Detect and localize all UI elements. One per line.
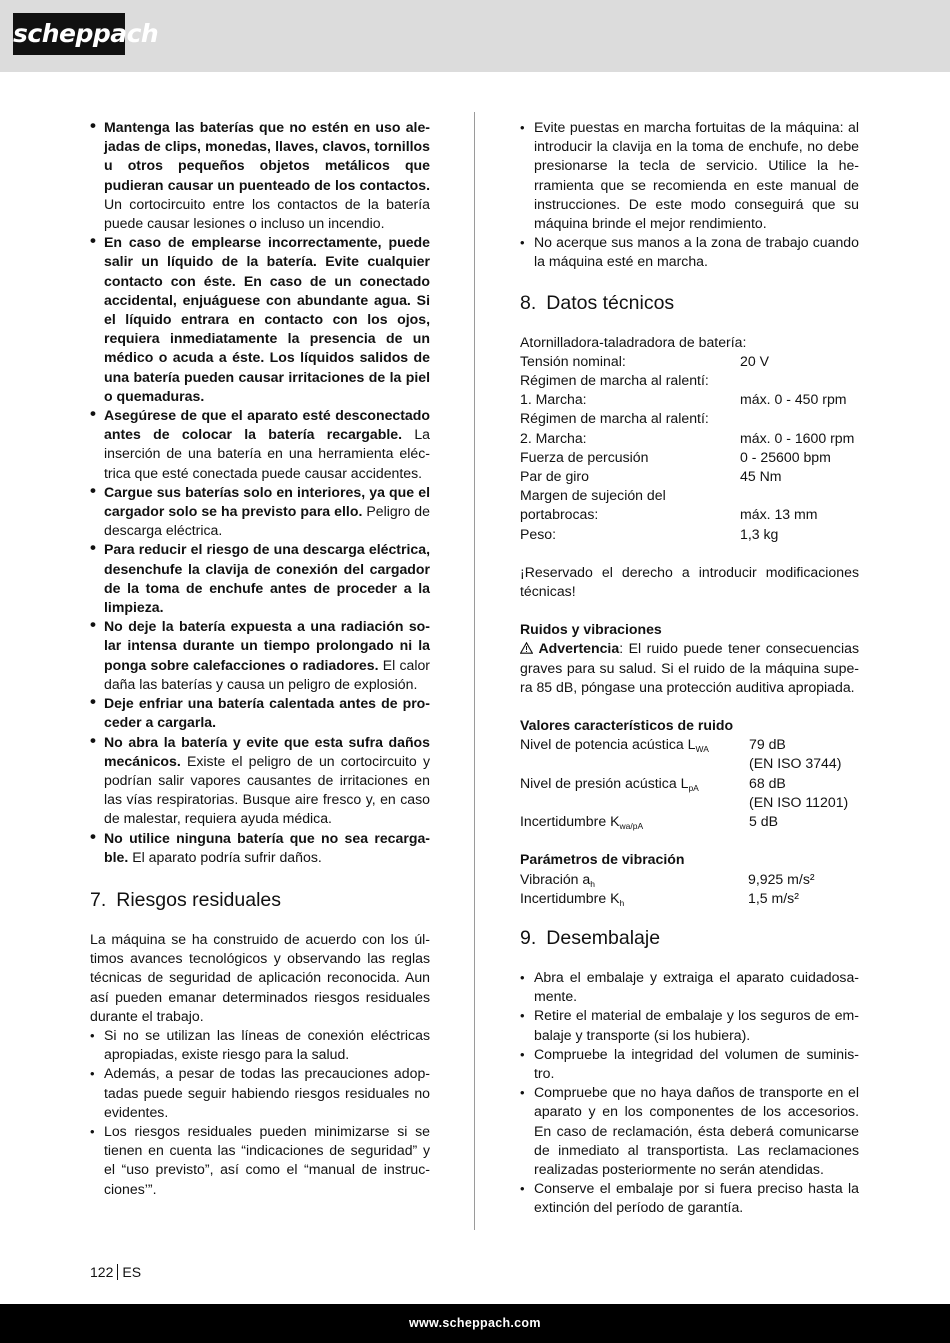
residual-risks-list [90,1026,430,1199]
noise-row [520,735,859,754]
bullet-text: La inserción de una batería en una herramienta eléctrica que esté conectada puede causar accidentes. [104,426,430,481]
noise-label-subscript: wa/pA [619,821,644,832]
noise-heading: Ruidos y vibraciones [520,621,662,638]
noise-label-subscript: WA [695,744,709,755]
section-7-heading [90,888,430,912]
vibration-label-subscript: h [619,897,625,908]
bullet-text: Peligro de descarga eléctrica. [104,503,430,539]
noise-label-text: Nivel de presión acústica L [520,774,689,791]
spec-row [520,525,859,544]
section-9-heading [520,926,859,950]
warning-triangle-icon [520,639,533,658]
vibration-table [520,870,859,908]
spec-value: máx. 0 - 1600 rpm [740,429,855,446]
bullet-bold-text: No deje la batería expuesta a una radiación solar intensa durante un tiempo prolongado ni la ponga sobre calefacciones o radiadores. [104,618,430,673]
safety-bullet [90,540,430,617]
bullet-text: Un cortocircuito entre los contactos de la batería puede causar lesiones o incluso un incendio. [104,195,430,232]
left-column [90,118,430,1199]
page-number [90,1264,141,1280]
noise-label-text: Incertidumbre K [520,813,620,830]
section-7-number: 7. [90,888,107,911]
safety-bullet [90,118,430,233]
vibration-label-text: Incertidumbre K [520,889,620,906]
warning-label: Advertencia [538,640,620,657]
spec-row [520,486,859,505]
noise-label [520,812,749,831]
list-item: • No acerque sus manos a la zona de trabajo cuando la máquina esté en marcha. [520,233,859,271]
bullet-bold-text: No abra la batería y evite que esta sufra daños mecánicos. [104,733,430,769]
page-number-value: 122 [90,1264,114,1280]
spec-value: 20 V [740,352,769,369]
list-item: • Además, a pesar de todas las precauciones adoptadas puede seguir habiendo riesgos residuales no evidentes. [90,1064,430,1122]
noise-standard-row [520,754,859,773]
noise-label [520,774,749,793]
vibration-heading: Parámetros de vibración [520,851,685,868]
spec-value: 45 Nm [740,468,782,485]
noise-value: 79 dB [749,736,786,753]
spec-value: 1,3 kg [740,525,779,542]
bullet-bold-text: Para reducir el riesgo de una descarga eléctrica, desenchufe la clavija de conexión del cargador de la toma de enchufe antes de proceder a la limpieza. [104,541,430,616]
vibration-row [520,889,859,908]
list-item: • Conserve el embalaje por si fuera preciso hasta la extinción del período de garantía. [520,1179,859,1217]
section-8-heading [520,291,859,315]
spec-label: Fuerza de percusión [520,448,649,465]
spec-label: 2. Marcha: [520,429,587,446]
vibration-label [520,889,748,908]
spec-value: máx. 13 mm [740,506,818,523]
warning-text: : El ruido puede tener consecuencias graves para su salud. Si el ruido de la máquina supera 85 dB, póngase una protección auditiva apropiada. [520,640,859,695]
spec-row [520,352,859,371]
noise-label-text: Nivel de potencia acústica L [520,736,696,753]
unpacking-list [520,968,859,1218]
brand-logo: scheppach [13,13,125,55]
noise-value: 5 dB [749,813,778,830]
safety-bullet [90,406,430,483]
section-8-title: Datos técnicos [546,291,675,314]
spec-label: Régimen de marcha al ralentí: [520,372,709,389]
spec-label: portabrocas: [520,506,599,523]
noise-standard: (EN ISO 3744) [749,755,842,772]
vibration-label [520,870,748,889]
spec-row [520,505,859,524]
safety-bullet [90,829,430,867]
list-item: • Evite puestas en marcha fortuitas de la máquina: al introducir la clavija en la toma de enchufe, no debe presionarse la tecla de servicio. Utilice la herramienta que se recomienda en este manual de instrucciones. De este modo conseguirá que su máquina brinde el mejor rendimiento. [520,118,859,233]
noise-standard: (EN ISO 11201) [749,793,849,810]
noise-warning [520,639,859,697]
vibration-row [520,870,859,889]
list-item: • Compruebe que no haya daños de transporte en el aparato y en los componentes de los accesorios. En caso de reclamación, ésta deberá comunicarse de inmediato al transportista. Las reclamaciones realizadas posteriormente no serán atendidas. [520,1083,859,1179]
right-column [520,118,859,1218]
bullet-text: Existe el peligro de un cortocircuito y podrían salir vapores causantes de irritaciones en las vías respiratorias. Busque aire fresco y, en caso de malestar, requiera ayuda médica. [104,752,430,827]
vibration-label-text: Vibración a [520,870,591,887]
spec-value: máx. 0 - 450 rpm [740,391,847,408]
bullet-bold-text: No utilice ninguna batería que no sea recargable. [104,829,430,865]
bullet-text: El aparato podría sufrir daños. [128,848,322,865]
list-item: • Retire el material de embalaje y los seguros de embalaje y transporte (si los hubiera). [520,1006,859,1044]
page-header [0,0,950,72]
spec-label: Par de giro [520,468,589,485]
list-item: • Abra el embalaje y extraiga el aparato cuidadosamente. [520,968,859,1006]
bullet-bold-text: Mantenga las baterías que no estén en uso alejadas de clips, monedas, llaves, clavos, tornillos u otros pequeños objetos metálicos que pudieran causar un puenteado de los contactos. [104,119,430,193]
noise-standard-row [520,793,859,812]
spec-row [520,371,859,390]
page-footer [0,1304,950,1343]
section-7-intro: La máquina se ha construido de acuerdo con los últimos avances tecnológicos y observando las reglas técnicas de seguridad de aplicación reconocida. Aun así pueden emanar determinados riesgos residuales durante el trabajo. [90,930,430,1024]
spec-label: Peso: [520,525,557,542]
vibration-label-subscript: h [590,878,595,889]
bullet-bold-text: Cargue sus baterías solo en interiores, ya que el cargador solo se ha previsto para ello. [104,483,430,520]
spec-row [520,467,859,486]
bullet-bold-text: Deje enfriar una batería calentada antes de proceder a cargarla. [104,695,430,731]
vibration-value: 1,5 m/s² [748,889,799,906]
safety-bullet [90,733,430,829]
spec-value: 0 - 25600 bpm [740,448,831,465]
noise-row [520,812,859,831]
language-code: ES [122,1264,142,1280]
spec-row [520,390,859,409]
product-name: Atornilladora-taladradora de batería: [520,333,747,350]
bullet-bold-text: En caso de emplearse incorrectamente, puede salir un líquido de la batería. Evite cualquier contacto con éste. En caso de un conectado accidental, enjuáguese con abundante agua. Si el líquido entrara en contacto con los ojos, requiera inmediatamente la presencia de un médico o acuda a éste. Los líquidos salidos de una batería pueden causar irritaciones de la piel o quemaduras. [104,234,430,404]
precautions-list [520,118,859,272]
noise-values-table [520,735,859,831]
list-item: • Si no se utilizan las líneas de conexión eléctricas apropiadas, existe riesgo para la salud. [90,1026,430,1064]
noise-label [520,735,749,754]
bullet-text: El calor daña las baterías y causa un peligro de explosión. [104,656,430,692]
specs-table [520,352,859,544]
bullet-bold-text: Asegúrese de que el aparato esté desconectado antes de colocar la batería recargable. [104,407,430,443]
column-divider [474,112,475,1230]
vibration-value: 9,925 m/s² [748,870,815,887]
noise-values-heading: Valores característicos de ruido [520,717,734,734]
safety-bullet [90,483,430,541]
spec-row [520,409,859,428]
noise-row [520,774,859,793]
section-9-number: 9. [520,926,537,949]
spec-label: 1. Marcha: [520,391,587,408]
safety-bullet [90,233,430,406]
spec-label: Tensión nominal: [520,352,626,369]
safety-bullet-list [90,118,430,867]
website-link[interactable]: www.scheppach.com [409,1316,541,1330]
noise-value: 68 dB [749,774,786,791]
list-item: • Compruebe la integridad del volumen de suministro. [520,1045,859,1083]
spec-label: Régimen de marcha al ralentí: [520,410,709,427]
spec-row [520,448,859,467]
section-9-title: Desembalaje [546,926,661,949]
noise-label-subscript: pA [688,782,699,793]
safety-bullet [90,694,430,732]
reserve-note: ¡Reservado el derecho a introducir modificaciones técnicas! [520,563,859,600]
safety-bullet [90,617,430,694]
spec-label: Margen de sujeción del [520,487,666,504]
section-8-number: 8. [520,291,537,314]
spec-row [520,429,859,448]
list-item: • Los riesgos residuales pueden minimizarse si se tienen en cuenta las “indicaciones de seguridad” y el “uso previsto”, así como el “manual de instrucciones’”. [90,1122,430,1199]
section-7-title: Riesgos residuales [116,888,282,911]
